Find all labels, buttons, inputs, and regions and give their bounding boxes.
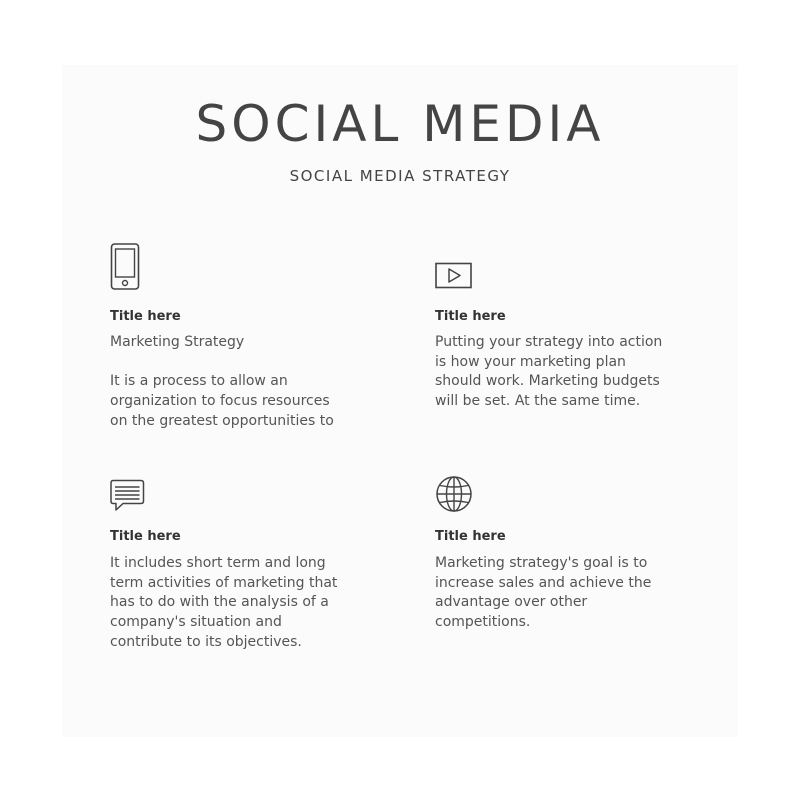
text-line: company's situation and [110,614,282,631]
text-line: advantage over other [435,594,588,611]
text-line: should work. Marketing budgets [435,373,660,390]
text-line: Marketing Strategy [110,334,245,350]
text-line: organization to focus resources [110,393,330,410]
text-line: has to do with the analysis of a [110,594,329,611]
text-line: It is a process to allow an [110,373,288,390]
play-video-icon [435,262,473,290]
block-title: Title here [435,309,506,324]
block-text [435,554,685,633]
block-paragraph [435,333,685,412]
text-line: on the greatest opportunities to [110,412,334,429]
text-line: increase sales and achieve the [435,574,652,591]
block-paragraph [110,372,360,431]
block-paragraph [110,333,360,353]
text-line: will be set. At the same time. [435,393,641,410]
block-paragraph [435,554,685,633]
page-subtitle: SOCIAL MEDIA STRATEGY [289,167,511,185]
block-paragraph [110,554,360,653]
text-line: Putting your strategy into action [435,334,663,350]
block-text [435,333,685,412]
chat-message-icon [110,479,146,513]
block-title: Title here [110,529,181,544]
feature-block-2 [435,240,685,440]
feature-block-4 [435,475,685,675]
block-title: Title here [110,309,181,324]
block-title: Title here [435,529,506,544]
globe-icon [435,475,473,513]
feature-block-3 [110,475,360,675]
page-title: SOCIAL MEDIA [195,95,605,153]
text-line: is how your marketing plan [435,353,626,370]
text-line: contribute to its objectives. [110,633,302,650]
feature-block-1 [110,240,360,440]
text-line: It includes short term and long [110,555,326,571]
text-line: Marketing strategy's goal is to [435,555,648,571]
block-text [110,554,360,653]
block-text [110,333,360,432]
smartphone-icon [110,243,140,291]
text-line: competitions. [435,614,531,631]
text-line: term activities of marketing that [110,574,338,591]
